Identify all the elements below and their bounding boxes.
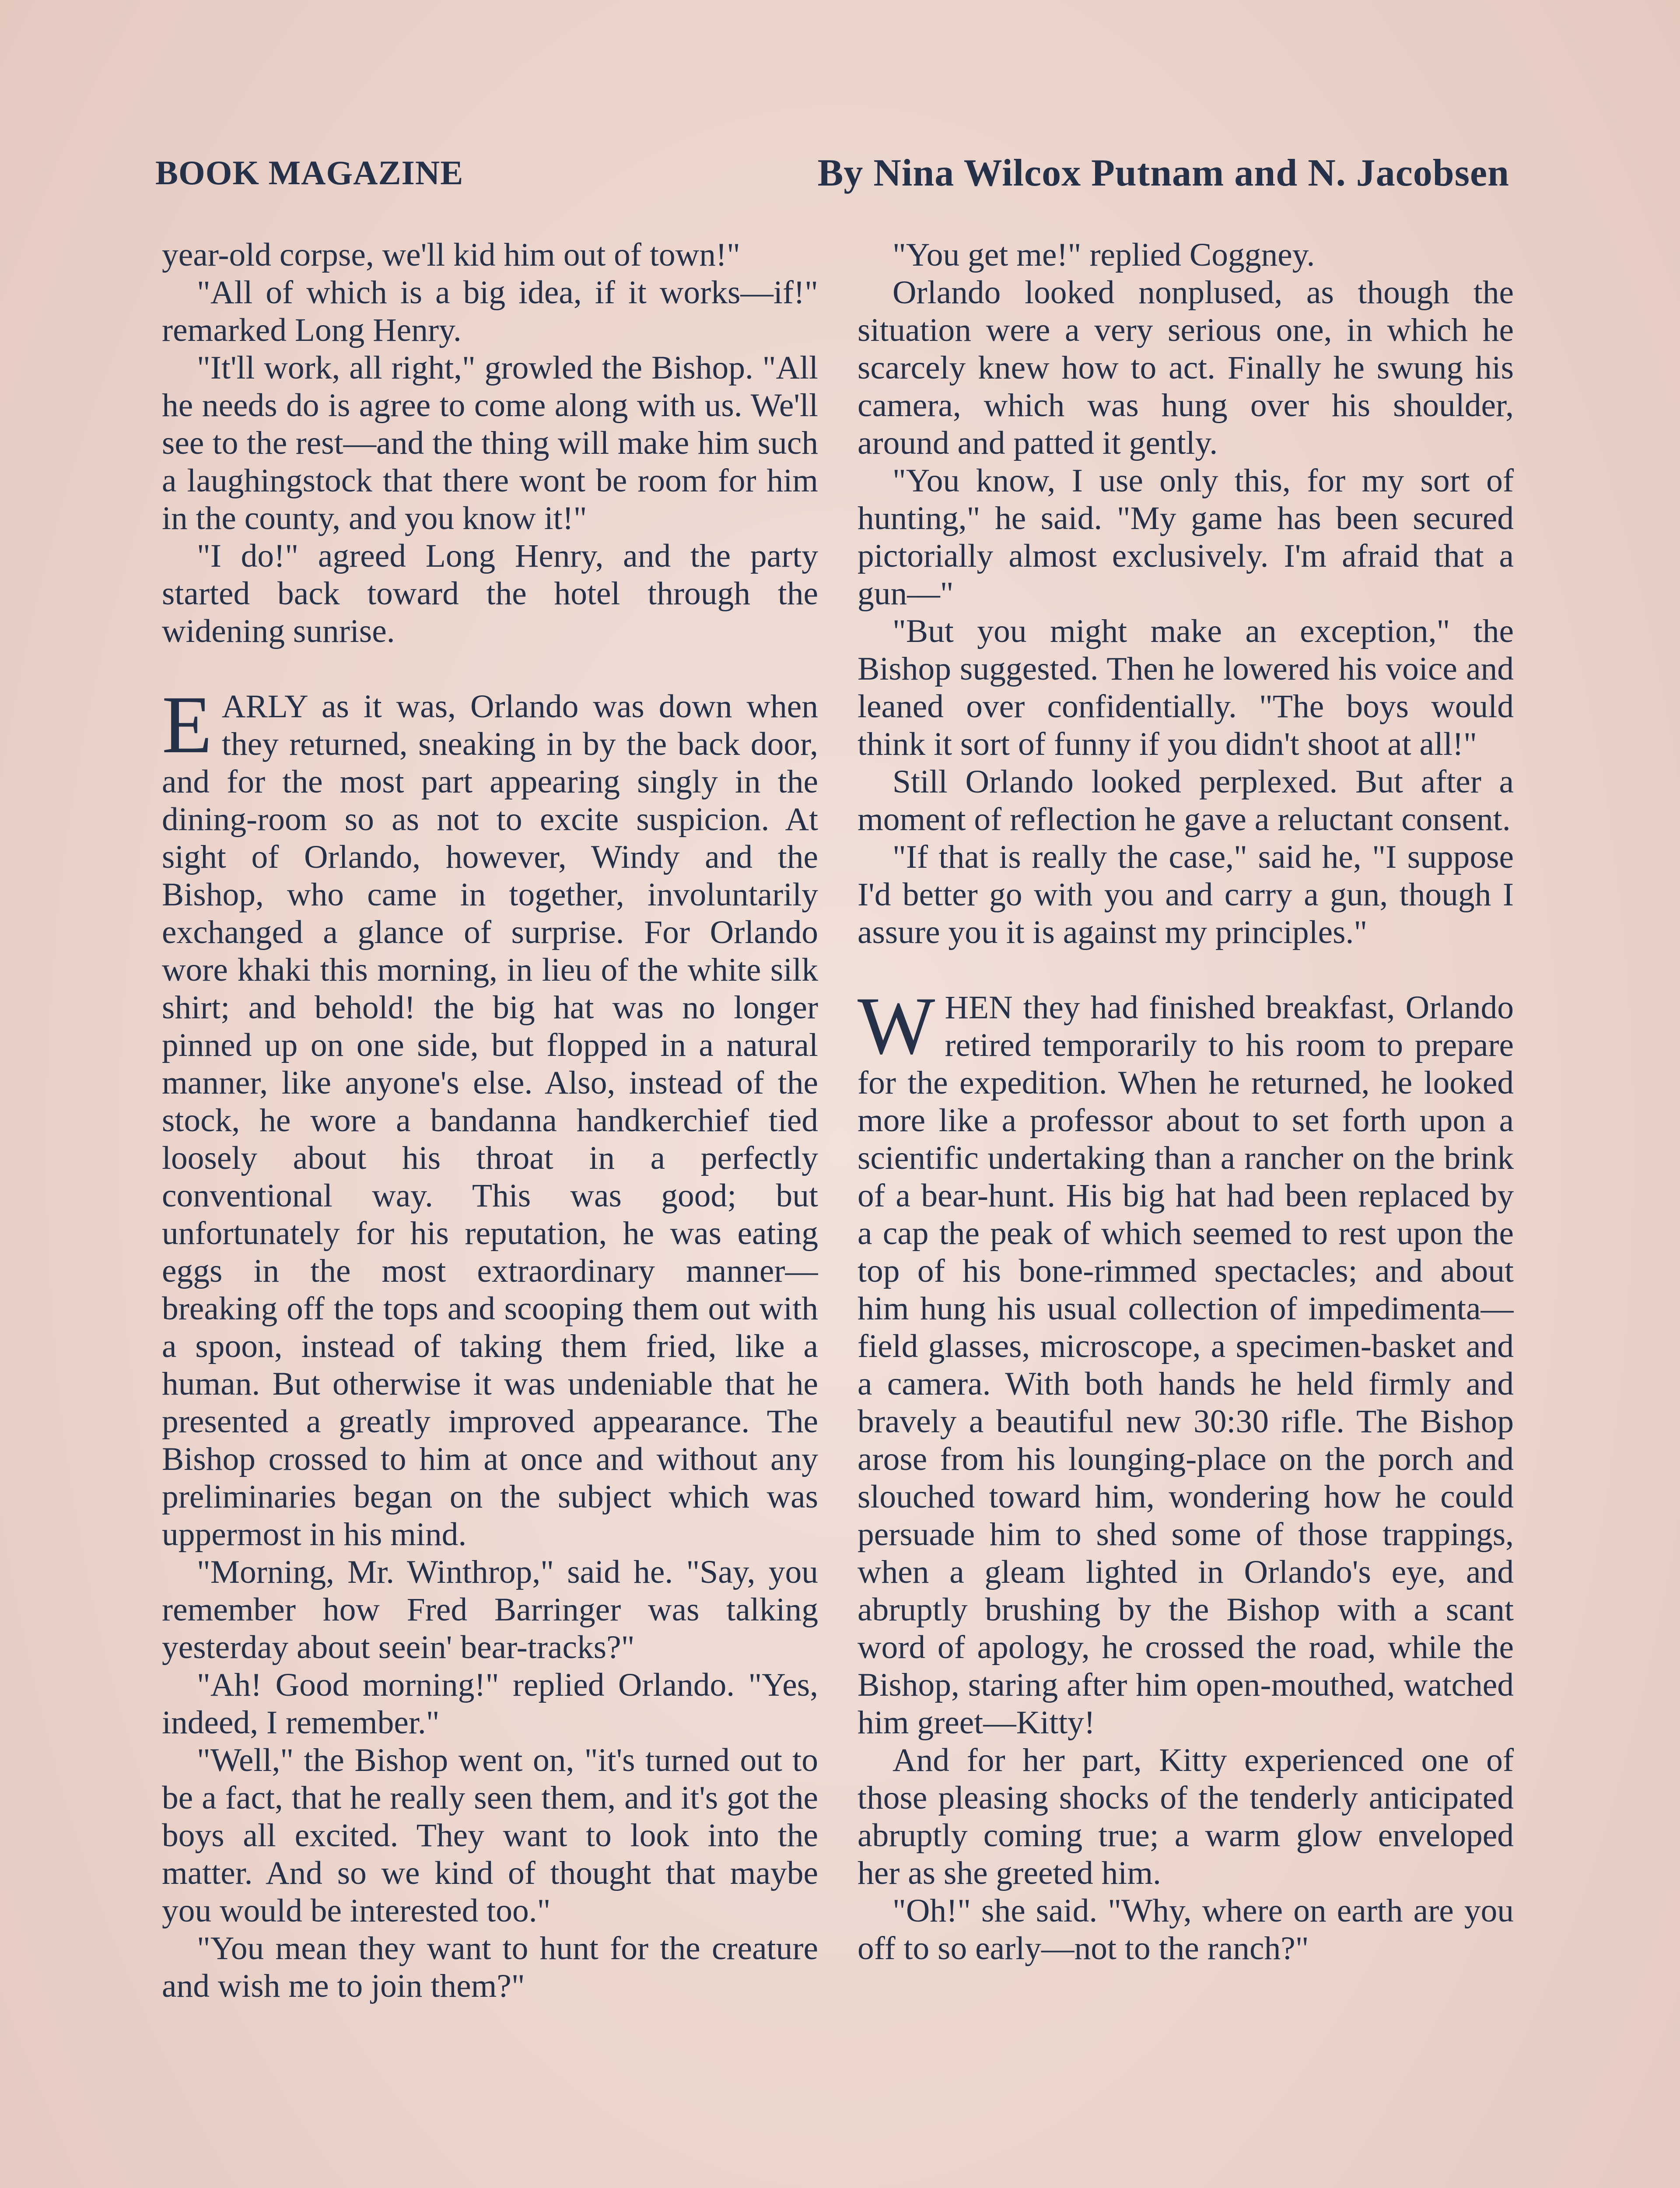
drop-cap: E [162, 679, 212, 770]
section-paragraph [162, 679, 818, 1553]
paragraph: "I do!" agreed Long Henry, and the party started back toward the hotel through the widening sunrise. [162, 538, 818, 649]
paragraph: "You mean they want to hunt for the creature and wish me to join them?" [162, 1930, 818, 2004]
paragraph: Orlando looked nonplused, as though the situation were a very serious one, in which he scarcely knew how to act. Finally he swung his camera, which was hung over his shoulder, around and patted it gently. [858, 274, 1514, 461]
paragraph: "Oh!" she said. "Why, where on earth are you off to so early—not to the ranch?" [858, 1893, 1514, 1967]
paragraph: "It'll work, all right," growled the Bishop. "All he needs do is agree to come along with us. We'll see to the rest—and the thing will make him such a laughingstock that there wont be room for him in the county, and you know it!" [162, 350, 818, 536]
right-column [858, 236, 1514, 2188]
paragraph: "You know, I use only this, for my sort of hunting," he said. "My game has been secured pictorially almost exclusively. I'm afraid that a gun—" [858, 463, 1514, 612]
paragraph: "Morning, Mr. Winthrop," said he. "Say, you remember how Fred Barringer was talking yesterday about seein' bear-tracks?" [162, 1554, 818, 1666]
section-text: ARLY as it was, Orlando was down when they returned, sneaking in by the back door, and for the most part appearing singly in the dining-room so as not to excite suspicion. At sight of Orlando, however, Windy and the Bishop, who came in together, involuntarily exchanged a glance of surprise. For Orlando wore khaki this morning, in lieu of the white silk shirt; and behold! the big hat was no longer pinned up on one side, but flopped in a natural manner, like anyone's else. Also, instead of the stock, he wore a bandanna handkerchief tied loosely about his throat in a perfectly conventional way. This was good; but unfortunately for his reputation, he was eating eggs in the most extraordinary manner—breaking off the tops and scooping them out with a spoon, instead of taking them fried, like a human. But otherwise it was undeniable that he presented a greatly improved appearance. The Bishop crossed to him at once and without any preliminaries began on the subject which was uppermost in his mind. [162, 688, 818, 1553]
paragraph: And for her part, Kitty experienced one of those pleasing shocks of the tenderly anticipated abruptly coming true; a warm glow enveloped her as she greeted him. [858, 1742, 1514, 1891]
left-column [162, 236, 818, 2188]
section-paragraph [858, 980, 1514, 1742]
paragraph: "Well," the Bishop went on, "it's turned out to be a fact, that he really seen them, and it's got the boys all excited. They want to look into the matter. And so we kind of thought that maybe you would be interested too." [162, 1742, 818, 1929]
drop-cap: W [858, 980, 935, 1071]
paragraph: "If that is really the case," said he, "I suppose I'd better go with you and carry a gun, though I assure you it is against my principles." [858, 839, 1514, 950]
article-body [162, 236, 1514, 2188]
paragraph: "You get me!" replied Coggney. [892, 237, 1315, 273]
page-header [155, 149, 1509, 197]
paragraph: Still Orlando looked perplexed. But after a moment of reflection he gave a reluctant consent. [858, 764, 1514, 838]
section-text: HEN they had finished breakfast, Orlando retired temporarily to his room to prepare for the expedition. When he returned, he looked more like a professor about to set forth upon a scientific undertaking than a rancher on the brink of a bear-hunt. His big hat had been replaced by a cap the peak of which seemed to rest upon the top of his bone-rimmed spectacles; and about him hung his usual collection of impedimenta—field glasses, microscope, a specimen-basket and a camera. With both hands he held firmly and bravely a beautiful new 30:30 rifle. The Bishop arose from his lounging-place on the porch and slouched toward him, wondering how he could persuade him to shed some of those trappings, when a gleam lighted in Orlando's eye, and abruptly brushing by the Bishop with a scant word of apology, he crossed the road, while the Bishop, staring after him open-mouthed, watched him greet—Kitty! [858, 989, 1514, 1741]
paragraph: "All of which is a big idea, if it works—if!" remarked Long Henry. [162, 274, 818, 348]
paragraph: year-old corpse, we'll kid him out of town!" [162, 237, 740, 273]
magazine-name: BOOK MAGAZINE [155, 154, 464, 192]
author-byline: By Nina Wilcox Putnam and N. Jacobsen [817, 151, 1509, 194]
paragraph: "But you might make an exception," the Bishop suggested. Then he lowered his voice and leaned over confidentially. "The boys would think it sort of funny if you didn't shoot at all!" [858, 613, 1514, 762]
paragraph: "Ah! Good morning!" replied Orlando. "Yes, indeed, I remember." [162, 1667, 818, 1741]
